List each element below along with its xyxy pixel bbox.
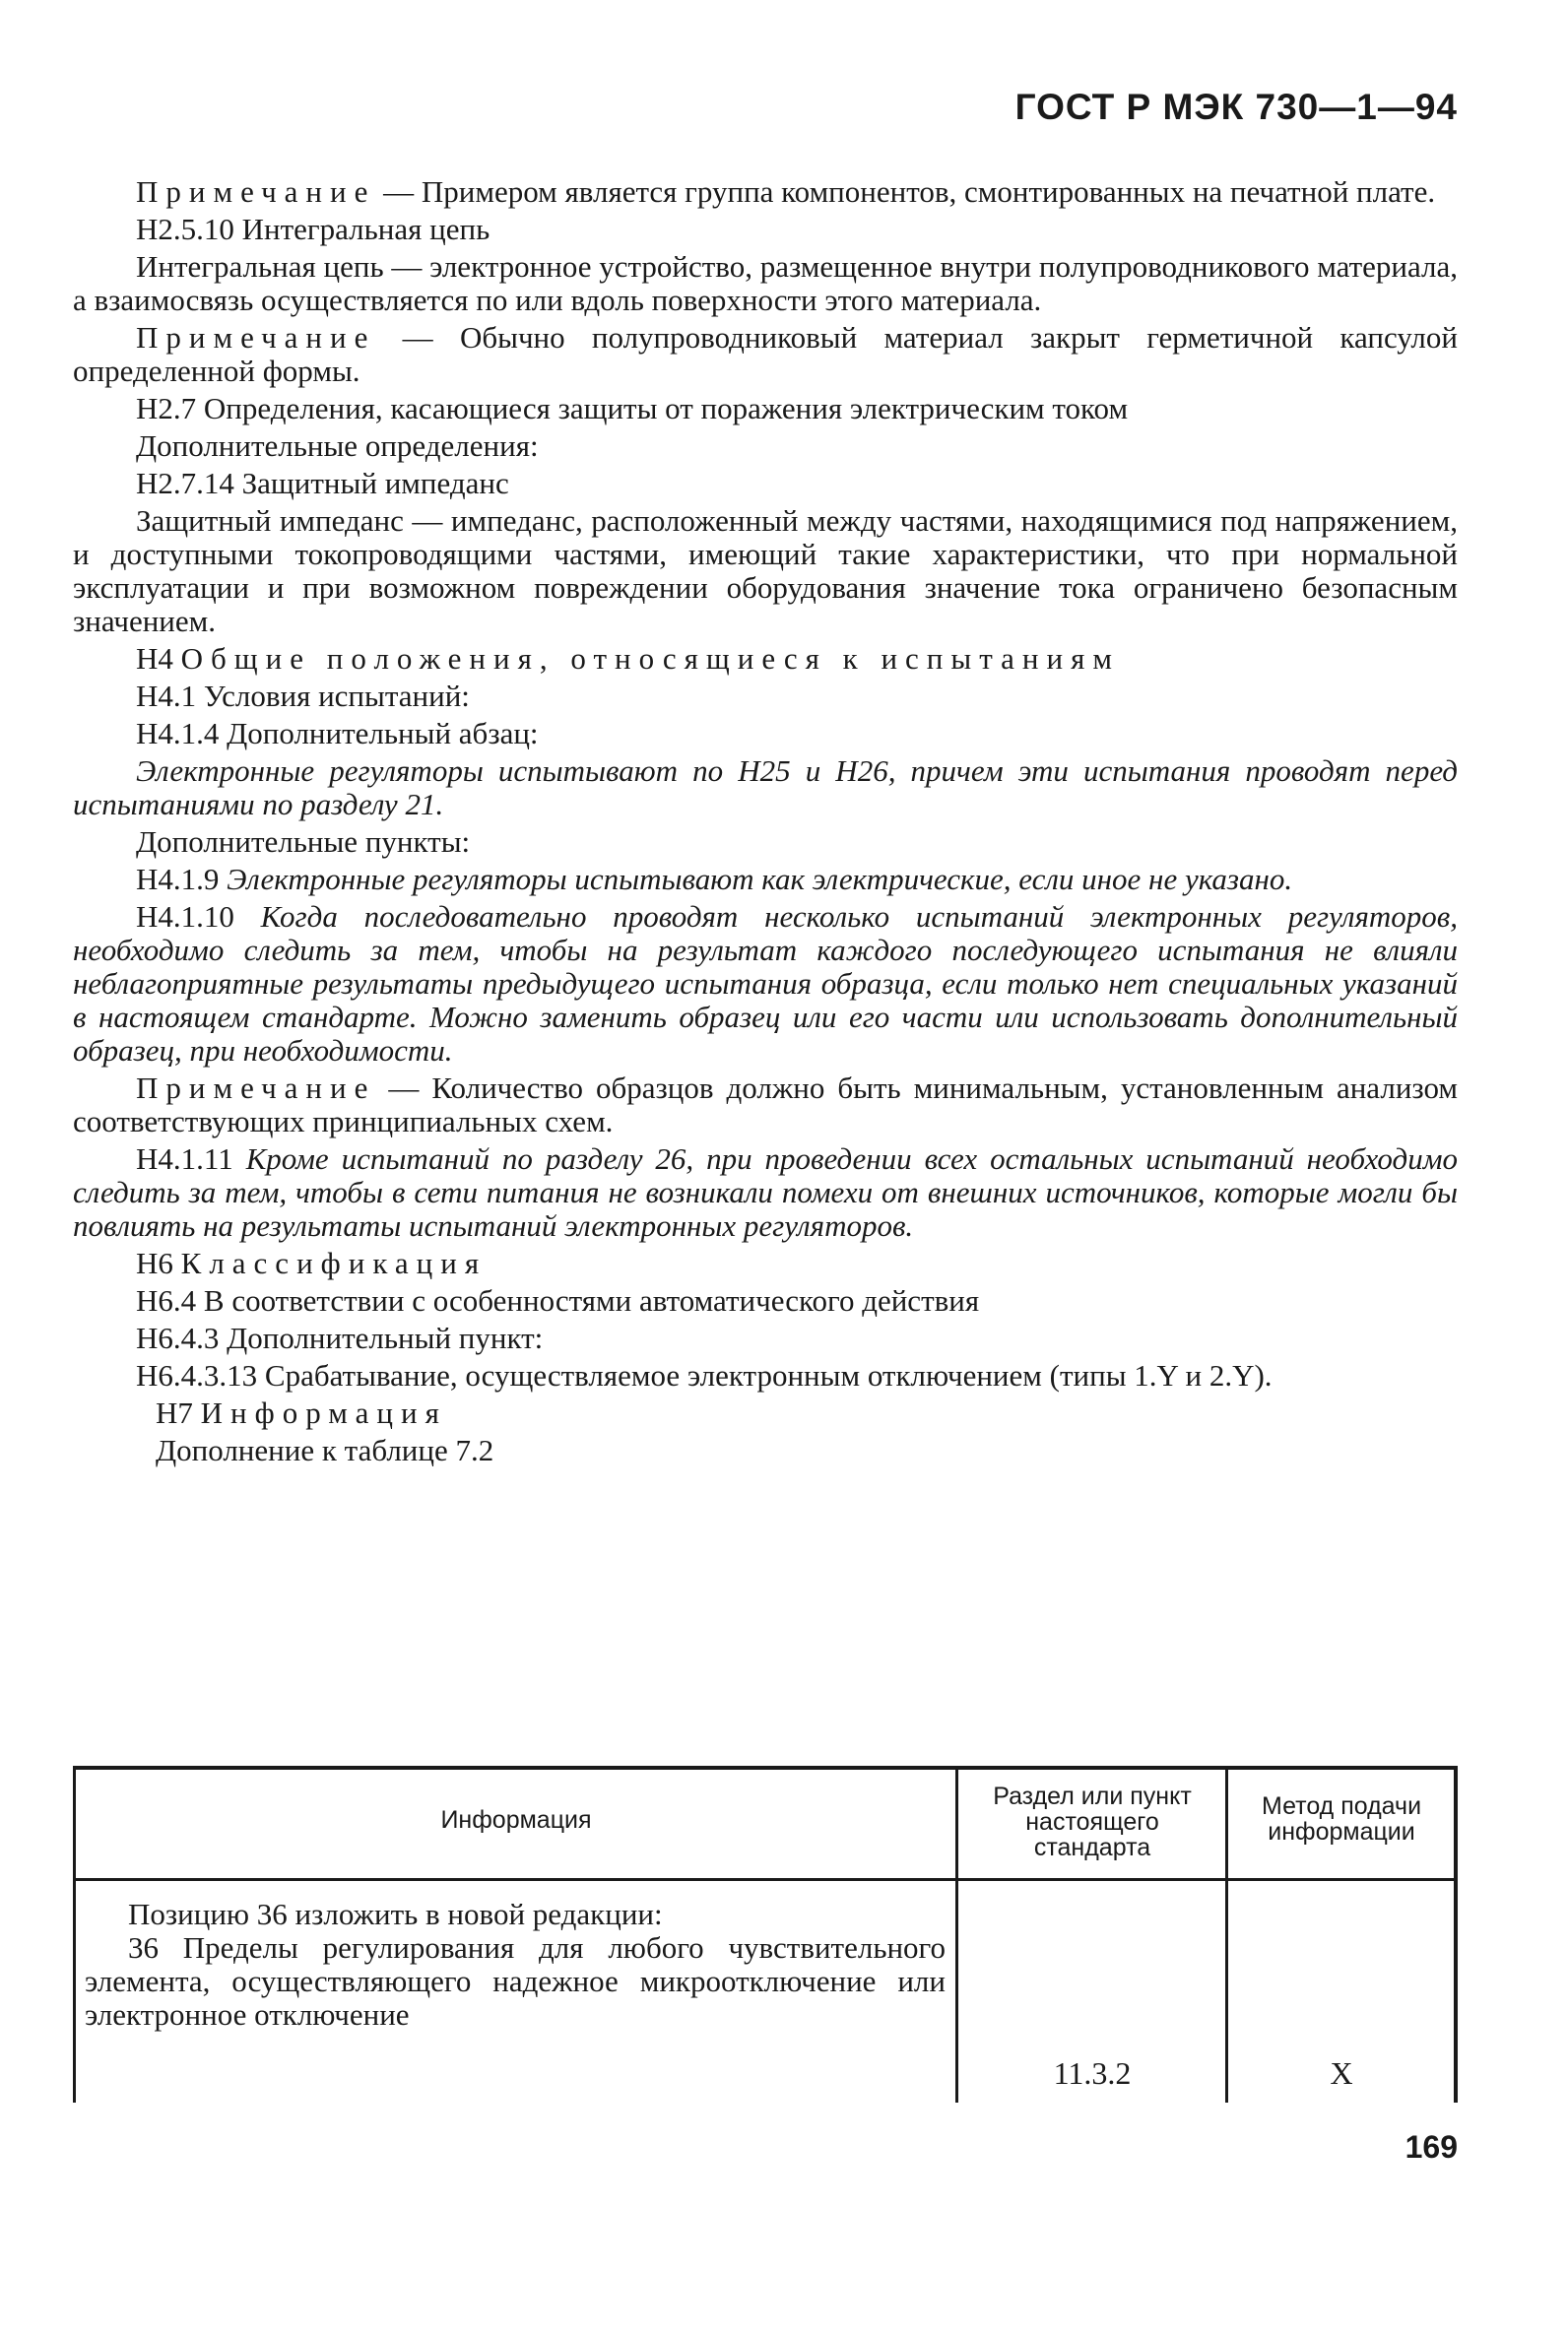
section-heading	[73, 1247, 1458, 1280]
information-table	[73, 1766, 1458, 2103]
table-header-rule	[73, 1878, 1458, 1881]
section-title: Общие положения, относящиеся к испытаниям	[180, 641, 1120, 676]
section-number: Н6	[136, 1246, 181, 1280]
section-heading: Н6.4 В соответствии с особенностями автоматического действия	[136, 1283, 980, 1318]
section-heading: Н4.1.4 Дополнительный абзац:	[136, 716, 539, 750]
definition-paragraph: Интегральная цепь — электронное устройство, размещенное внутри полупроводникового материала, а взаимосвязь осуществляется по или вдоль поверхности этого материала.	[73, 249, 1458, 317]
italic-paragraph: Электронные регуляторы испытывают по Н25 и Н26, причем эти испытания проводят перед испытаниями по разделу 21.	[73, 753, 1458, 821]
clause-paragraph	[73, 863, 1458, 896]
note-paragraph	[73, 175, 1458, 209]
table-column-divider	[955, 1770, 958, 2103]
clause-paragraph	[73, 1142, 1458, 1243]
clause-number: Н4.1.10	[136, 899, 261, 934]
section-heading: Н4.1 Условия испытаний:	[136, 679, 470, 713]
clause-text: Электронные регуляторы испытывают как электрические, если иное не указано.	[227, 862, 1293, 896]
section-heading: Н2.7.14 Защитный импеданс	[136, 466, 509, 500]
paragraph: Дополнительные пункты:	[136, 824, 471, 859]
definition-paragraph: Защитный импеданс — импеданс, расположенный между частями, находящимися под напряжением, и доступными токопроводящими частями, имеющий такие характеристики, что при нормальной эксплуатации и при возможном повреждении оборудования значение тока ограничено безопасным значением.	[73, 503, 1458, 638]
column-header-information: Информация	[440, 1806, 592, 1834]
clause-number: Н4.1.11	[136, 1141, 246, 1176]
note-label: Примечание	[136, 1071, 376, 1105]
clause-text: Когда последовательно проводят несколько испытаний электронных регуляторов, необходимо следить за тем, чтобы на результат каждого последующего испытания не влияли неблагоприятные результаты предыдущего испытания образца, если только нет специальных указаний в настоящем стандарте. Можно заменить образец или его части или использовать дополнительный образец, при необходимости.	[73, 899, 1458, 1068]
section-heading: Н6.4.3 Дополнительный пункт:	[136, 1321, 544, 1355]
clause-paragraph	[73, 900, 1458, 1068]
table-caption: Дополнение к таблице 7.2	[156, 1433, 494, 1467]
note-label: Примечание	[136, 320, 376, 355]
section-title: Классификация	[180, 1246, 488, 1280]
table-border-left	[73, 1770, 76, 2103]
table-cell-line: 36 Пределы регулирования для любого чувствительного элемента, осуществляющего надежное микроотключение или электронное отключение	[85, 1930, 946, 2032]
table-cell-line: Позицию 36 изложить в новой редакции:	[128, 1897, 663, 1931]
note-paragraph	[73, 321, 1458, 388]
column-header-method: Метод подачи информации	[1261, 1792, 1422, 1846]
section-number: Н7	[156, 1396, 201, 1430]
table-cell-section: 11.3.2	[1053, 2055, 1132, 2091]
document-body	[73, 175, 1458, 1471]
section-number: Н4	[136, 641, 181, 676]
section-heading: Н2.5.10 Интегральная цепь	[136, 212, 490, 246]
section-heading: Н2.7 Определения, касающиеся защиты от поражения электрическим током	[136, 391, 1129, 425]
clause-paragraph: Н6.4.3.13 Срабатывание, осуществляемое электронным отключением (типы 1.Y и 2.Y).	[136, 1358, 1273, 1393]
note-paragraph	[73, 1071, 1458, 1138]
clause-text: Кроме испытаний по разделу 26, при проведении всех остальных испытаний необходимо следить за тем, чтобы в сети питания не возникали помехи от внешних источников, которые могли бы повлиять на результаты испытаний электронных регуляторов.	[73, 1141, 1458, 1243]
section-heading	[73, 1396, 1458, 1430]
clause-number: Н4.1.9	[136, 862, 228, 896]
table-top-rule	[73, 1766, 1458, 1770]
paragraph: Дополнительные определения:	[136, 428, 539, 463]
document-header: ГОСТ Р МЭК 730—1—94	[1014, 87, 1458, 127]
section-heading	[73, 642, 1458, 676]
table-border-right	[1454, 1770, 1458, 2103]
note-label: Примечание	[136, 174, 376, 209]
table-cell-method: X	[1330, 2055, 1353, 2091]
table-cell-information	[85, 1898, 946, 2032]
section-title: Информация	[200, 1396, 447, 1430]
column-header-section: Раздел или пункт настоящего стандарта	[993, 1783, 1192, 1861]
note-text: — Количество образцов должно быть минимальным, установленным анализом соответствующих принципиальных схем.	[73, 1071, 1458, 1138]
note-text: — Примером является группа компонентов, смонтированных на печатной плате.	[375, 174, 1436, 209]
page-number: 169	[1405, 2129, 1458, 2165]
note-text: — Обычно полупроводниковый материал закрыт герметичной капсулой определенной формы.	[73, 320, 1458, 388]
table-column-divider	[1225, 1770, 1228, 2103]
